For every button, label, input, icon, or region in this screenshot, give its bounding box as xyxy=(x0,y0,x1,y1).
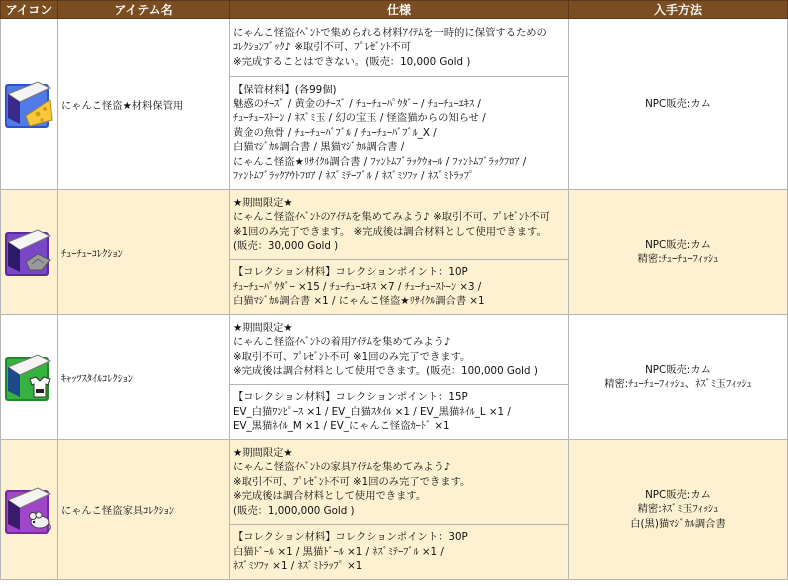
item-spec-materials xyxy=(230,525,569,580)
get-line: 精密:ﾁｭｰﾁｭｰﾌｨｯｼｭ xyxy=(637,253,719,265)
header-row xyxy=(1,1,788,19)
item-name: にゃんこ怪盗★材料保管用 xyxy=(58,19,230,190)
spec-line: にゃんこ怪盗ｲﾍﾞﾝﾄの家具ｱｲﾃﾑを集めてみよう♪ xyxy=(233,461,451,474)
table-row xyxy=(1,440,788,525)
spec-line: 白猫ﾏｼﾞｶﾙ調合書 / 黒猫ﾏｼﾞｶﾙ調合書 / xyxy=(233,141,405,154)
spec-line: ★期間限定★ xyxy=(233,447,293,460)
get-line: NPC販売:カム xyxy=(645,488,711,501)
spec-line: 白猫ﾄﾞｰﾙ ×1 / 黒猫ﾄﾞｰﾙ ×1 / ﾈｽﾞﾐﾃｰﾌﾞﾙ ×1 / xyxy=(233,545,444,558)
item-name: にゃんこ怪盗家具ｺﾚｸｼｮﾝ xyxy=(58,440,230,580)
item-acquisition xyxy=(569,440,788,580)
purple-book-stone-icon xyxy=(4,226,55,278)
spec-line: 【コレクション材料】コレクションポイント：15P xyxy=(233,391,468,404)
item-icon-cell xyxy=(1,19,58,190)
spec-line: 【コレクション材料】コレクションポイント：30P xyxy=(233,531,468,544)
item-spec-description xyxy=(230,315,569,385)
item-acquisition xyxy=(569,315,788,440)
header-get: 入手方法 xyxy=(569,1,788,19)
get-line: 精密:ﾁｭｰﾁｭｰﾌｨｯｼｭ、ﾈｽﾞﾐ玉ﾌｨｯｼｭ xyxy=(604,378,752,390)
spec-line: ※完成後は調合材料として使用できます。(販売：100,000 Gold ) xyxy=(233,364,538,377)
item-acquisition xyxy=(569,190,788,315)
spec-line: にゃんこ怪盗ｲﾍﾞﾝﾄの着用ｱｲﾃﾑを集めてみよう♪ xyxy=(233,336,451,349)
get-line: 白(黒)猫ﾏｼﾞｶﾙ調合書 xyxy=(630,517,726,530)
spec-line: ※取引不可、ﾌﾟﾚｾﾞﾝﾄ不可 ※1回のみ完了できます。 xyxy=(233,475,471,488)
spec-line: (販売：30,000 Gold ) xyxy=(233,239,339,252)
item-spec-materials xyxy=(230,77,569,190)
spec-line: ※完成することはできない。(販売：10,000 Gold ) xyxy=(233,55,471,68)
get-line: 精密:ﾈｽﾞﾐ玉ﾌｨｯｼｭ xyxy=(637,503,719,516)
spec-line: ※完成後は調合材料として使用できます。 xyxy=(233,490,427,503)
spec-line: 魅惑のﾁｰｽﾞ / 黄金のﾁｰｽﾞ / ﾁｭｰﾁｭｰﾊﾟｳﾀﾞｰ / ﾁｭｰﾁｭｰｴｷｽ / xyxy=(233,98,481,111)
get-line: NPC販売:カム xyxy=(645,97,711,110)
spec-line: ﾁｭｰﾁｭｰﾊﾟｳﾀﾞｰ ×15 / ﾁｭｰﾁｭｰｴｷｽ ×7 / ﾁｭｰﾁｭｰｽﾄｰﾝ ×3 / xyxy=(233,280,482,293)
table-row xyxy=(1,315,788,385)
get-line: NPC販売:カム xyxy=(645,238,711,251)
spec-line: 黄金の魚骨 / ﾁｭｰﾁｭｰﾊﾞﾌﾞﾙ / ﾁｭｰﾁｭｰﾊﾞﾌﾞﾙ_X / xyxy=(233,126,437,139)
item-icon-cell xyxy=(1,315,58,440)
spec-line: にゃんこ怪盗ｲﾍﾞﾝﾄのｱｲﾃﾑを集めてみよう♪ ※取引不可、ﾌﾟﾚｾﾞﾝﾄ不可 xyxy=(233,211,550,224)
purple-book-mouse-icon xyxy=(4,484,55,536)
spec-line: 白猫ﾏｼﾞｶﾙ調合書 ×1 / にゃんこ怪盗★ﾘｻｲｸﾙ調合書 ×1 xyxy=(233,295,485,308)
item-spec-materials xyxy=(230,385,569,440)
spec-line: (販売：1,000,000 Gold ) xyxy=(233,504,355,517)
spec-line: にゃんこ怪盗ｲﾍﾞﾝﾄで集められる材料ｱｲﾃﾑを一時的に保管するための xyxy=(233,26,547,39)
spec-line: ※1回のみ完了できます。 ※完成後は調合材料として使用できます。 xyxy=(233,225,547,238)
item-name: ﾁｭｰﾁｭｰｺﾚｸｼｮﾝ xyxy=(58,190,230,315)
table-row xyxy=(1,19,788,77)
item-acquisition xyxy=(569,19,788,190)
spec-line: ｺﾚｸｼｮﾝﾌﾞｯｸ♪ ※取引不可、ﾌﾟﾚｾﾞﾝﾄ不可 xyxy=(233,41,412,54)
item-icon-cell xyxy=(1,440,58,580)
table-row xyxy=(1,190,788,260)
header-spec: 仕様 xyxy=(230,1,569,19)
blue-book-cheese-icon xyxy=(4,78,55,130)
item-spec-description xyxy=(230,190,569,260)
spec-line: 【コレクション材料】コレクションポイント：10P xyxy=(233,266,468,279)
spec-line: ﾈｽﾞﾐｿﾌｧ ×1 / ﾈｽﾞﾐﾄﾗｯﾌﾟ ×1 xyxy=(233,560,363,573)
spec-line: にゃんこ怪盗★ﾘｻｲｸﾙ調合書 / ﾌｧﾝﾄﾑﾌﾞﾗｯｸｳｫｰﾙ / ﾌｧﾝﾄﾑﾌﾞﾗｯｸﾌﾛｱ / xyxy=(233,155,527,168)
header-icon: アイコン xyxy=(1,1,58,19)
spec-line: EV_黒猫ﾈｲﾙ_M ×1 / EV_にゃんこ怪盗ｶｰﾄﾞ ×1 xyxy=(233,420,450,433)
spec-line: ※取引不可、ﾌﾟﾚｾﾞﾝﾄ不可 ※1回のみ完了できます。 xyxy=(233,350,471,363)
spec-line: ★期間限定★ xyxy=(233,321,293,334)
spec-line: ★期間限定★ xyxy=(233,196,293,209)
item-icon-cell xyxy=(1,190,58,315)
spec-line: ﾌｧﾝﾄﾑﾌﾞﾗｯｸｱｳﾄﾌﾛｱ / ﾈｽﾞﾐﾃｰﾌﾞﾙ / ﾈｽﾞﾐｿﾌｧ / ﾈｽﾞﾐﾄﾗｯﾌﾟ xyxy=(233,169,475,182)
get-line: NPC販売:カム xyxy=(645,363,711,376)
spec-line: ﾁｭｰﾁｭｰｽﾄｰﾝ / ﾈｽﾞﾐ玉 / 幻の宝玉 / 怪盗猫からの知らせ / xyxy=(233,112,486,125)
header-name: アイテム名 xyxy=(58,1,230,19)
item-spec-description xyxy=(230,440,569,525)
spec-line: 【保管材料】(各99個) xyxy=(233,83,337,96)
green-book-outfit-icon xyxy=(4,351,55,403)
spec-line: EV_白猫ﾜﾝﾋﾟｰｽ ×1 / EV_白猫ｽﾀｲﾙ ×1 / EV_黒猫ﾈｲﾙ_L ×1 / xyxy=(233,405,511,418)
item-name: ｷｬｯﾂｽﾀｲﾙｺﾚｸｼｮﾝ xyxy=(58,315,230,440)
item-spec-materials xyxy=(230,260,569,315)
item-spec-description xyxy=(230,19,569,77)
